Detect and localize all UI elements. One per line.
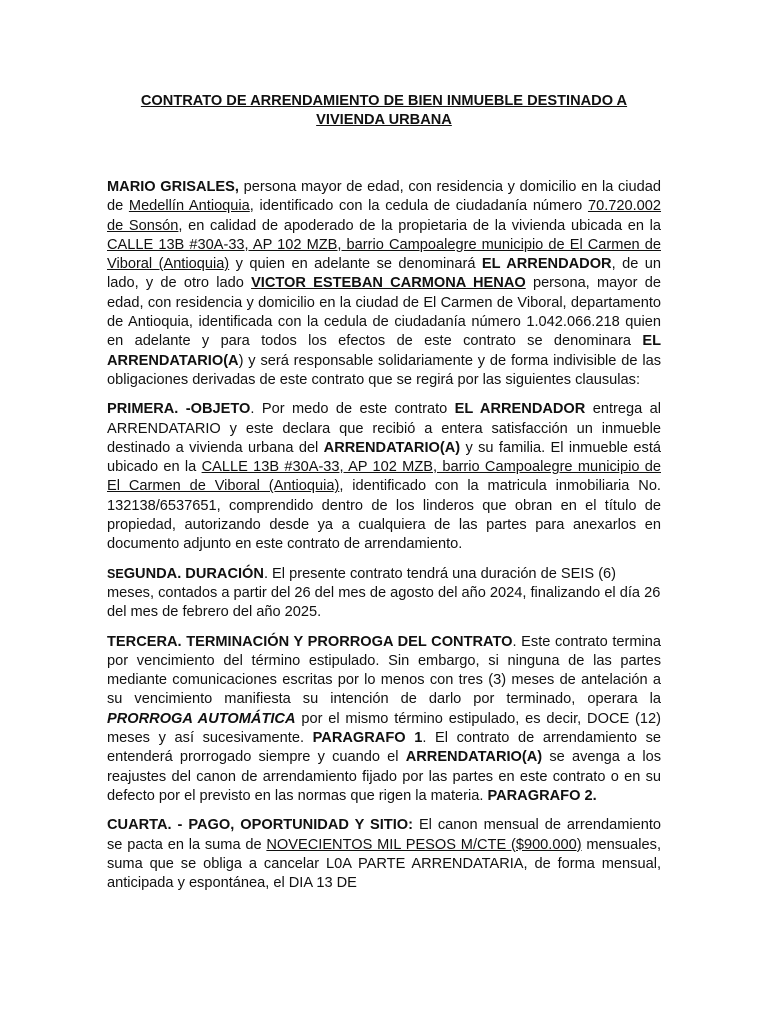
clause-heading: PRIMERA. -OBJETO bbox=[107, 401, 251, 418]
text: y quien en adelante se denominará bbox=[229, 256, 482, 273]
text: . El contrato de arrendamiento se entenderá prorrogado siempre y cuando el bbox=[107, 730, 661, 766]
text: . Por medo de este contrato bbox=[250, 401, 455, 418]
rent-amount: NOVECIENTOS MIL PESOS M/CTE ($900.000) bbox=[266, 836, 582, 853]
clause-heading: CUARTA. - PAGO, OPORTUNIDAD Y SITIO: bbox=[107, 817, 413, 834]
clause-heading: GUNDA. DURACIÓN bbox=[123, 565, 264, 582]
clause-heading: TERCERA. TERMINACIÓN Y PRORROGA DEL CONTRATO bbox=[107, 633, 513, 650]
text: entrega al ARRENDATARIO y este declara que recibió a entera satisfacción un inmueble destinado a vivienda urbana del bbox=[107, 401, 662, 456]
clause-segunda bbox=[107, 565, 661, 623]
text-bold: ARRENDATARIO(A) bbox=[405, 749, 543, 766]
tenant-term: EL ARRENDATARIO(A bbox=[107, 333, 661, 369]
text: , identificado con la matricula inmobiliaria No. 132138/6537651, comprendido dentro de los linderos que obran en el título de propiedad, autorizando desde ya a cualquiera de las partes para anexarlos en documento adjunto en este contrato de arrendamiento. bbox=[107, 478, 661, 553]
text: y su familia. El inmueble está ubicado en la bbox=[107, 439, 661, 476]
paragraph-label: PARAGRAFO 2. bbox=[487, 787, 597, 804]
document-title bbox=[107, 92, 661, 130]
title-line-2: VIVIENDA URBANA bbox=[316, 112, 452, 128]
text: . Este contrato termina por vencimiento del término estipulado. Sin embargo, si ninguna de las partes mediante comunicaciones escritas por lo menos con tres (3) meses de antelación a su vencimiento manifiesta su intención de darlo por terminado, operara la bbox=[107, 633, 661, 708]
text: . El presente contrato tendrá una duración de SEIS (6) meses, contados a partir del 26 del mes de agosto del año 2024, finalizando el día 26 del mes de febrero del año 2025. bbox=[107, 565, 661, 621]
clause-heading-prefix: SE bbox=[107, 566, 124, 581]
text: , identificado con la cedula de ciudadanía número bbox=[249, 198, 588, 215]
text: , en calidad de apoderado de la propietaria de la vivienda ubicada en la bbox=[178, 217, 661, 234]
lessor-name: MARIO GRISALES, bbox=[107, 179, 239, 195]
clause-tercera bbox=[107, 633, 661, 807]
property-address: CALLE 13B #30A-33, AP 102 MZB, barrio Campoalegre municipio de El Carmen de Viboral (Antioquia) bbox=[107, 459, 661, 495]
text: mensuales, suma que se obliga a cancelar L0A PARTE ARRENDATARIA, de forma mensual, anticipada y espontánea, el DIA 13 DE bbox=[107, 836, 661, 892]
clause-primera bbox=[107, 400, 661, 554]
text: persona mayor de edad, con residencia y domicilio en la ciudad de bbox=[107, 179, 661, 215]
text: El canon mensual de arrendamiento se pacta en la suma de bbox=[107, 817, 661, 853]
property-address: CALLE 13B #30A-33, AP 102 MZB, barrio Campoalegre municipio de El Carmen de Viboral (Antioquia) bbox=[107, 236, 661, 273]
lessor-city: Medellín Antioquia bbox=[128, 198, 250, 215]
paragraph-label: PARAGRAFO 1 bbox=[312, 730, 423, 747]
text-bold: ARRENDATARIO(A) bbox=[323, 439, 461, 456]
clause-cuarta bbox=[107, 816, 661, 893]
text: persona, mayor de edad, con residencia y domicilio en la ciudad de El Carmen de Viboral, departamento de Antioquia, identificada con la cedula de ciudadanía número 1.042.066.218 quien en adelante y para todos los efectos de este contrato se denominara bbox=[107, 275, 661, 350]
text: por el mismo término estipulado, es decir, DOCE (12) meses y así sucesivamente. bbox=[107, 710, 661, 747]
lessor-id: 70.720.002 de Sonsón bbox=[107, 198, 662, 234]
tenant-name: VICTOR ESTEBAN CARMONA HENAO bbox=[251, 275, 526, 292]
text: ) y será responsable solidariamente y de forma indivisible de las obligaciones derivadas de este contrato que se regirá por las siguientes clausulas: bbox=[107, 352, 661, 388]
text: , de un lado, y de otro lado bbox=[107, 256, 661, 292]
text: se avenga a los reajustes del canon de arrendamiento fijado por las partes en este contrato o en su defecto por el previsto en las normas que rigen la materia. bbox=[107, 749, 661, 804]
title-line-1: CONTRATO DE ARRENDAMIENTO DE BIEN INMUEBLE DESTINADO A bbox=[140, 93, 628, 109]
text-bold-italic: PRORROGA AUTOMÁTICA bbox=[107, 710, 296, 727]
lessor-term: EL ARRENDADOR bbox=[481, 256, 612, 273]
intro-paragraph bbox=[107, 178, 661, 390]
text-bold: EL ARRENDADOR bbox=[454, 401, 586, 418]
